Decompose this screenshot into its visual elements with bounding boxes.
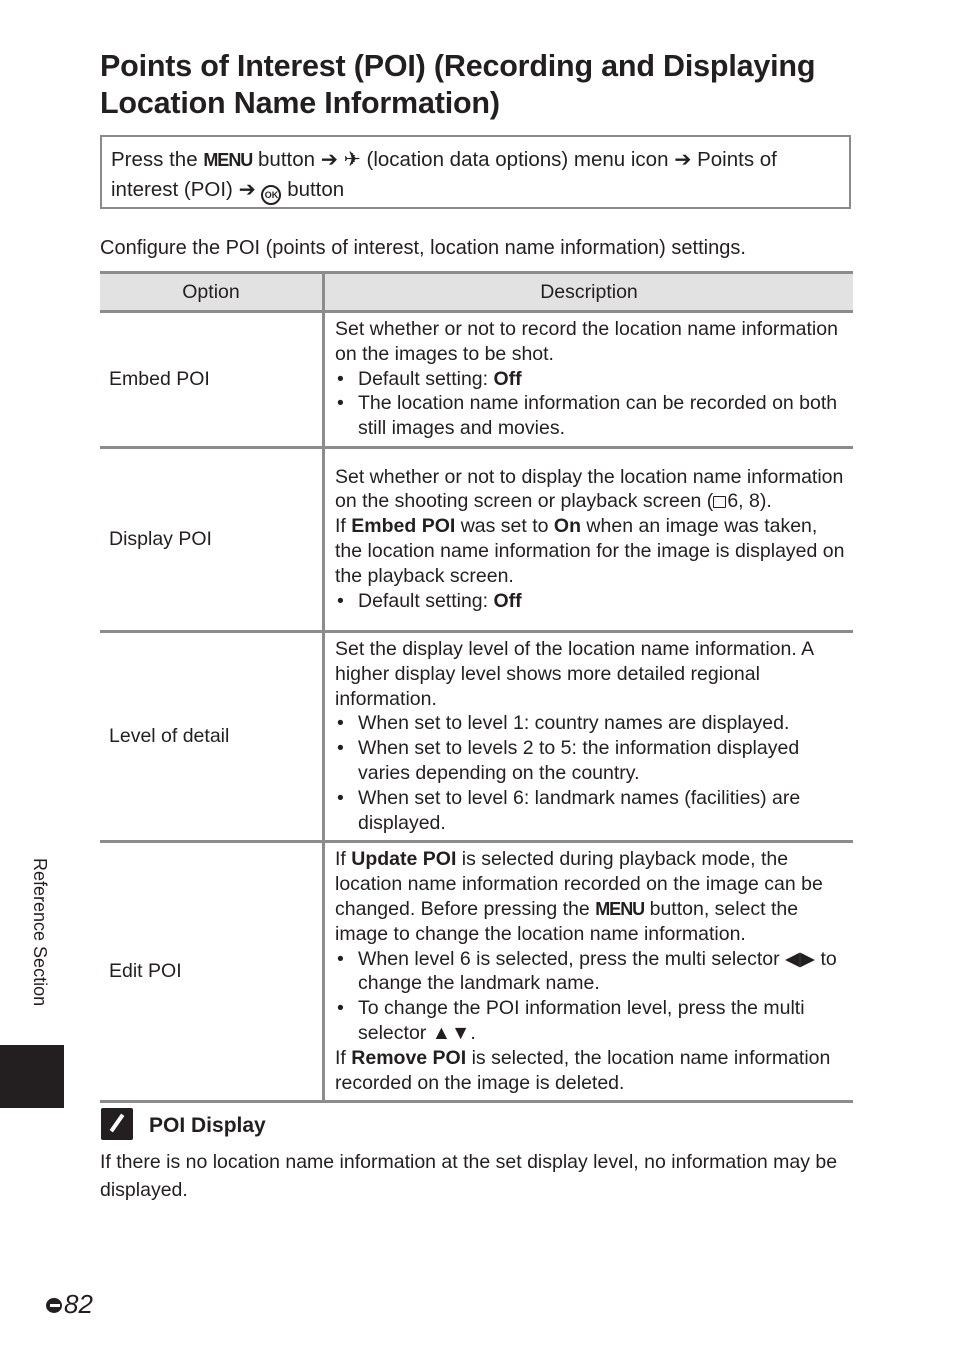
description-span: If [335,515,352,538]
option-description [324,447,854,631]
description-span: Set whether or not to display the location name information on the shooting screen or playback screen ( [335,465,844,513]
list-item: • When set to level 1: country names are displayed. [335,711,845,736]
bullet-list [335,589,845,614]
list-item [335,589,845,614]
menu-button-icon: MENU [595,898,645,919]
list-item [335,996,845,1046]
default-value: Off [493,367,522,390]
nav-location-text: (location data options) menu icon [366,148,669,171]
bullet-text: Default setting: [358,367,494,390]
intro-text: Configure the POI (points of interest, location name information) settings. [100,237,746,259]
description-span: If [335,848,352,871]
description-span: when an image was taken, the location name information for the image is displayed on the playback screen. [335,515,845,587]
reference-e-icon [46,1298,62,1313]
default-value: Off [493,589,522,612]
description-text: Set the display level of the location name information. A higher display level shows more detailed regional information. [335,637,814,710]
list-item: • The location name information can be recorded on both still images and movies. [335,391,845,441]
bullet-list [335,367,845,441]
note-text: If there is no location name information at the set display level, no information may be displayed. [100,1151,838,1201]
description-span: button, select the image to change the location name information. [335,897,799,945]
nav-points-text: Points of interest (POI) [111,148,777,201]
multi-selector-left-right-icon: ◀▶ [785,947,816,970]
description-span: was set to [455,515,554,538]
option-name: Edit POI [100,842,324,1102]
bullet-text: To change the POI information level, press the multi selector [358,997,805,1044]
bold-term: On [553,515,582,538]
option-description [324,312,854,448]
bold-term: Embed POI [351,515,456,538]
ok-button-icon: OK [261,185,281,205]
list-item: • When set to levels 2 to 5: the information displayed varies depending on the country. [335,736,845,786]
table-row [100,631,853,841]
list-item [335,367,845,392]
description-text [335,1046,845,1096]
table-header-row [100,273,853,312]
bullet-text: Default setting: [358,589,494,612]
arrow-right-icon: ➔ [238,178,256,201]
list-item [335,947,845,997]
book-reference-icon [713,496,726,508]
bullet-list [335,711,845,835]
option-name: Display POI [100,447,324,631]
table-row [100,447,853,631]
navigation-path-box [100,135,851,209]
bold-term: Update POI [351,848,457,871]
option-description [324,631,854,841]
arrow-right-icon: ➔ [320,148,338,171]
bullet-text: . [470,1021,476,1044]
menu-button-icon: MENU [203,150,253,170]
table-row [100,312,853,448]
page-number [46,1289,93,1320]
bold-term: Remove POI [351,1046,467,1069]
description-text [335,847,845,946]
arrow-right-icon: ➔ [674,148,692,171]
page-title: Points of Interest (POI) (Recording and Displaying Location Name Information) [100,49,816,120]
nav-button-end: button [287,178,345,201]
option-name: Embed POI [100,312,324,448]
description-span: If [335,1046,352,1069]
option-name: Level of detail [100,631,324,841]
description-text [335,514,845,588]
table-row [100,842,853,1102]
section-side-label: Reference Section [30,858,50,1007]
option-description [324,842,854,1102]
bullet-list [335,947,845,1046]
options-table [100,271,853,1103]
description-span: is selected during playback mode, the location name information recorded on the image can be changed. Before pressing the [335,848,823,920]
note-title: POI Display [149,1114,266,1137]
section-tab-marker [0,1045,64,1108]
page-number-value: 82 [64,1289,93,1319]
nav-button-word: button [258,148,316,171]
header-option: Option [100,273,324,312]
multi-selector-up-down-icon: ▲▼ [431,1021,471,1044]
bullet-text: to change the landmark name. [358,947,837,995]
list-item: • When set to level 6: landmark names (facilities) are displayed. [335,786,845,836]
location-data-icon: ✈ [343,148,361,171]
nav-press-the: Press the [111,148,198,171]
description-span: is selected, the location name information recorded on the image is deleted. [335,1046,831,1094]
pencil-icon [101,1108,133,1140]
description-text [335,465,845,515]
page-reference: 6, 8). [727,490,772,513]
header-description: Description [324,273,854,312]
description-text: Set whether or not to record the location name information on the images to be shot. [335,318,838,365]
bullet-text: When level 6 is selected, press the multi selector [358,947,786,970]
